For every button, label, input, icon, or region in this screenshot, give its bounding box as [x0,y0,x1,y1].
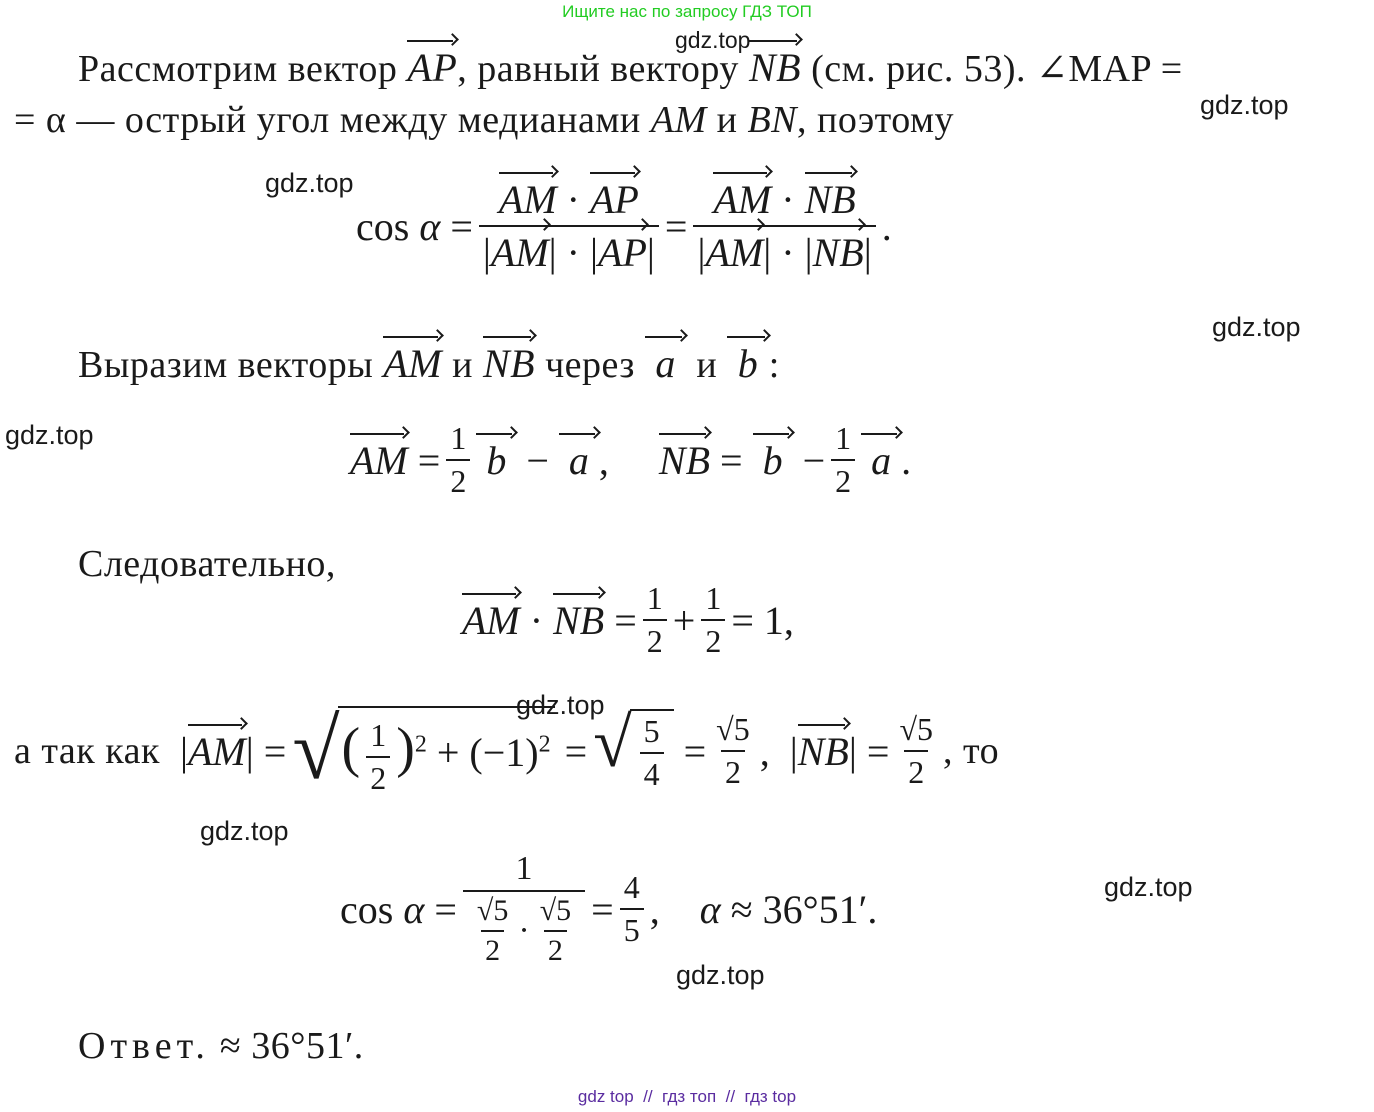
vector-b: b [727,341,769,386]
segment-am: AM [650,99,707,141]
text-span: , равный вектору [457,48,739,90]
vector-am: AM [383,341,443,386]
watermark: gdz.top [1104,872,1193,902]
paragraph-line [78,340,780,387]
vector-a: a [644,341,687,386]
text-span: = α — острый угол между медианами [14,99,641,141]
watermark: gdz.top [200,816,289,846]
text-span: и [696,344,718,386]
answer-label: Ответ. [78,1025,210,1067]
formula-dot-product: AM · NB = $\frac{1}{2}$ + $\frac{1}{2}$ = 1, [462,580,794,659]
footer-link[interactable]: гдз top [744,1087,797,1106]
watermark: gdz.top [675,27,751,53]
footer-links [0,1087,1374,1107]
text-span: , поэтому [797,99,955,141]
text-span: , то [943,730,1000,773]
vector-nb: NB [748,45,802,90]
formula-lengths: а так как | AM | = √ ( $\frac{1}{2}$ )$^2 + (-1)^2$ = √ $\frac{5}{4}$ = $\frac{√5}{2}$ , | NB | = $\frac{√5}{2}$ , то [14,701,1000,797]
text-span: Рассмотрим вектор [78,48,398,90]
formula-vector-expressions: AM = $\frac{1}{2}$ b − a , NB = b − $\frac{1}{2}$ a . [350,420,912,499]
watermark: gdz.top [265,168,354,198]
text-span: и [452,344,473,386]
watermark: gdz.top [676,960,765,990]
text-span: а так как [14,730,160,773]
vector-nb: NB [482,341,536,386]
footer-separator: // [725,1087,736,1106]
watermark: gdz.top [516,690,605,720]
watermark: gdz.top [5,420,94,450]
text-span: через [545,344,635,386]
answer-value: ≈ 36°51′. [219,1025,364,1067]
paragraph-line [14,98,954,142]
search-hint-link[interactable]: Ищите нас по запросу ГДЗ ТОП [562,2,812,21]
watermark: gdz.top [1200,90,1289,120]
paragraph-line: Следовательно, [78,543,336,585]
formula-cos-result: cos α = 1 $\frac{√5}{2}$ · $\frac{√5}{2}$ = $\frac{4}{5}$ , α ≈ 36°51′. [340,850,878,967]
text-span: : [768,344,780,386]
vector-ap: AP [407,45,458,90]
text-span: Выразим векторы [78,344,374,386]
text-span: и [716,99,738,141]
paragraph-line [78,44,1183,91]
footer-link[interactable]: gdz top [577,1087,634,1106]
text-span: (см. рис. 53). ∠MAP = [811,48,1183,90]
segment-bn: BN [747,99,798,141]
formula-cos-definition: cos α = $\frac{AM \cdot AP}{|AM| \cdot |AP|}$ = $\frac{AM \cdot NB}{|AM| \cdot |NB|}$ . [356,177,892,275]
watermark: gdz.top [1212,312,1301,342]
footer-separator: // [643,1087,653,1106]
answer-line [78,1024,364,1068]
footer-link[interactable]: гдз топ [662,1087,717,1106]
